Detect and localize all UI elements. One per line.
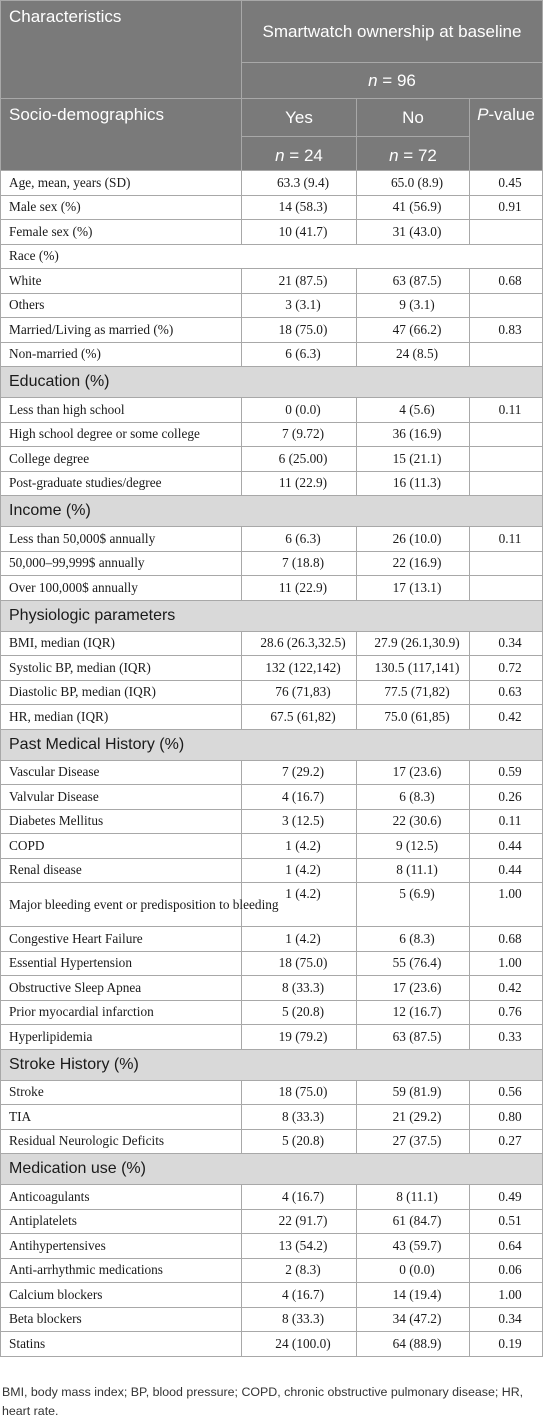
no-value-cell: 26 (10.0) xyxy=(357,527,470,552)
yes-value-cell: 18 (75.0) xyxy=(242,1080,357,1105)
yes-value-cell: 1 (4.2) xyxy=(242,927,357,952)
table-row xyxy=(1,680,543,705)
no-value-cell: 17 (23.6) xyxy=(357,760,470,785)
yes-value-cell: 0 (0.0) xyxy=(242,398,357,423)
yes-value-cell: 6 (6.3) xyxy=(242,342,357,367)
no-value-cell: 64 (88.9) xyxy=(357,1332,470,1357)
row-label: Hyperlipidemia xyxy=(1,1025,242,1050)
row-label: Married/Living as married (%) xyxy=(1,318,242,343)
row-label: Vascular Disease xyxy=(1,760,242,785)
row-label: Congestive Heart Failure xyxy=(1,927,242,952)
no-value-cell: 22 (16.9) xyxy=(357,551,470,576)
table-row xyxy=(1,269,543,294)
section-header-row xyxy=(1,1154,543,1185)
yes-value-cell: 28.6 (26.3,32.5) xyxy=(242,631,357,656)
row-label: Antiplatelets xyxy=(1,1209,242,1234)
no-column-header: No xyxy=(357,99,470,137)
yes-value-cell: 2 (8.3) xyxy=(242,1258,357,1283)
no-value-cell: 9 (3.1) xyxy=(357,293,470,318)
yes-column-header: Yes xyxy=(242,99,357,137)
p-value-cell: 0.51 xyxy=(470,1209,543,1234)
table-row xyxy=(1,1209,543,1234)
table-row xyxy=(1,576,543,601)
row-label: Prior myocardial infarction xyxy=(1,1000,242,1025)
row-label: Anticoagulants xyxy=(1,1185,242,1210)
p-value-cell xyxy=(470,220,543,245)
row-label: HR, median (IQR) xyxy=(1,705,242,730)
p-value-cell xyxy=(470,447,543,472)
no-value-cell: 27.9 (26.1,30.9) xyxy=(357,631,470,656)
no-value-cell: 5 (6.9) xyxy=(357,883,470,927)
row-label: Diastolic BP, median (IQR) xyxy=(1,680,242,705)
p-value-cell: 0.11 xyxy=(470,398,543,423)
row-label: Essential Hypertension xyxy=(1,951,242,976)
yes-value-cell: 14 (58.3) xyxy=(242,195,357,220)
table-row xyxy=(1,342,543,367)
p-value-cell: 0.44 xyxy=(470,834,543,859)
table-row xyxy=(1,293,543,318)
no-n-header: n = 72 xyxy=(357,137,470,171)
row-label: Male sex (%) xyxy=(1,195,242,220)
table-row xyxy=(1,705,543,730)
section-title: Past Medical History (%) xyxy=(1,729,543,760)
yes-value-cell: 5 (20.8) xyxy=(242,1129,357,1154)
table-row xyxy=(1,951,543,976)
no-value-cell: 0 (0.0) xyxy=(357,1258,470,1283)
row-label: Non-married (%) xyxy=(1,342,242,367)
table-row xyxy=(1,447,543,472)
no-value-cell: 36 (16.9) xyxy=(357,422,470,447)
p-value-header: P-value xyxy=(470,99,543,171)
header-row-3 xyxy=(1,99,543,137)
no-value-cell: 55 (76.4) xyxy=(357,951,470,976)
table-row xyxy=(1,631,543,656)
section-title: Education (%) xyxy=(1,367,543,398)
no-value-cell: 12 (16.7) xyxy=(357,1000,470,1025)
p-value-cell: 0.11 xyxy=(470,527,543,552)
table-row xyxy=(1,785,543,810)
row-label: COPD xyxy=(1,834,242,859)
yes-value-cell: 11 (22.9) xyxy=(242,576,357,601)
no-value-cell: 24 (8.5) xyxy=(357,342,470,367)
yes-value-cell: 13 (54.2) xyxy=(242,1234,357,1259)
row-label: Anti-arrhythmic medications xyxy=(1,1258,242,1283)
p-value-cell: 0.34 xyxy=(470,631,543,656)
row-label: Valvular Disease xyxy=(1,785,242,810)
no-value-cell: 47 (66.2) xyxy=(357,318,470,343)
section-title: Income (%) xyxy=(1,496,543,527)
row-label: Renal disease xyxy=(1,858,242,883)
no-value-cell: 31 (43.0) xyxy=(357,220,470,245)
p-value-cell: 0.63 xyxy=(470,680,543,705)
no-value-cell: 77.5 (71,82) xyxy=(357,680,470,705)
row-label: Others xyxy=(1,293,242,318)
no-value-cell: 34 (47.2) xyxy=(357,1307,470,1332)
yes-value-cell: 22 (91.7) xyxy=(242,1209,357,1234)
p-value-cell: 0.80 xyxy=(470,1105,543,1130)
table-row xyxy=(1,883,543,927)
yes-value-cell: 1 (4.2) xyxy=(242,858,357,883)
section-title: Medication use (%) xyxy=(1,1154,543,1185)
table-row xyxy=(1,1332,543,1357)
no-value-cell: 63 (87.5) xyxy=(357,1025,470,1050)
no-value-cell: 9 (12.5) xyxy=(357,834,470,859)
yes-value-cell: 7 (18.8) xyxy=(242,551,357,576)
row-label: Age, mean, years (SD) xyxy=(1,171,242,196)
yes-value-cell: 63.3 (9.4) xyxy=(242,171,357,196)
yes-value-cell: 1 (4.2) xyxy=(242,834,357,859)
p-value-cell: 0.45 xyxy=(470,171,543,196)
yes-value-cell: 3 (12.5) xyxy=(242,809,357,834)
yes-value-cell: 6 (25.00) xyxy=(242,447,357,472)
p-value-cell: 0.91 xyxy=(470,195,543,220)
section-header-row xyxy=(1,1049,543,1080)
table-row xyxy=(1,1283,543,1308)
table-row xyxy=(1,422,543,447)
yes-value-cell: 8 (33.3) xyxy=(242,976,357,1001)
section-title: Stroke History (%) xyxy=(1,1049,543,1080)
yes-value-cell: 132 (122,142) xyxy=(242,656,357,681)
row-label: Beta blockers xyxy=(1,1307,242,1332)
no-value-cell: 8 (11.1) xyxy=(357,1185,470,1210)
no-value-cell: 41 (56.9) xyxy=(357,195,470,220)
yes-value-cell: 1 (4.2) xyxy=(242,883,357,927)
table-row xyxy=(1,398,543,423)
table-row xyxy=(1,1105,543,1130)
no-value-cell: 22 (30.6) xyxy=(357,809,470,834)
yes-value-cell: 21 (87.5) xyxy=(242,269,357,294)
no-value-cell: 75.0 (61,85) xyxy=(357,705,470,730)
no-value-cell: 65.0 (8.9) xyxy=(357,171,470,196)
yes-value-cell: 5 (20.8) xyxy=(242,1000,357,1025)
yes-value-cell: 4 (16.7) xyxy=(242,1283,357,1308)
table-row xyxy=(1,1025,543,1050)
yes-value-cell: 67.5 (61,82) xyxy=(242,705,357,730)
no-value-cell: 8 (11.1) xyxy=(357,858,470,883)
socio-demographics-header: Socio-demographics xyxy=(1,99,242,171)
table-row xyxy=(1,1129,543,1154)
p-value-cell: 0.49 xyxy=(470,1185,543,1210)
no-value-cell: 17 (23.6) xyxy=(357,976,470,1001)
table-row xyxy=(1,195,543,220)
row-label: 50,000–99,999$ annually xyxy=(1,551,242,576)
yes-value-cell: 6 (6.3) xyxy=(242,527,357,552)
p-value-cell: 1.00 xyxy=(470,951,543,976)
no-value-cell: 27 (37.5) xyxy=(357,1129,470,1154)
no-value-cell: 130.5 (117,141) xyxy=(357,656,470,681)
table-row xyxy=(1,809,543,834)
table-row xyxy=(1,1258,543,1283)
row-label: Systolic BP, median (IQR) xyxy=(1,656,242,681)
yes-value-cell: 3 (3.1) xyxy=(242,293,357,318)
p-value-cell xyxy=(470,293,543,318)
row-label: Obstructive Sleep Apnea xyxy=(1,976,242,1001)
row-label: High school degree or some college xyxy=(1,422,242,447)
p-value-cell: 0.27 xyxy=(470,1129,543,1154)
section-header-row xyxy=(1,600,543,631)
row-label: White xyxy=(1,269,242,294)
yes-value-cell: 4 (16.7) xyxy=(242,1185,357,1210)
no-value-cell: 21 (29.2) xyxy=(357,1105,470,1130)
header-row-1 xyxy=(1,1,543,63)
yes-value-cell: 24 (100.0) xyxy=(242,1332,357,1357)
yes-value-cell: 11 (22.9) xyxy=(242,471,357,496)
p-value-cell: 0.06 xyxy=(470,1258,543,1283)
row-label: Diabetes Mellitus xyxy=(1,809,242,834)
section-title: Physiologic parameters xyxy=(1,600,543,631)
p-value-cell: 0.42 xyxy=(470,976,543,1001)
table-row xyxy=(1,1185,543,1210)
total-n-header: n = 96 xyxy=(242,63,543,99)
section-header-row xyxy=(1,729,543,760)
table-row xyxy=(1,1234,543,1259)
table-row xyxy=(1,834,543,859)
table-row xyxy=(1,1080,543,1105)
p-value-cell: 0.59 xyxy=(470,760,543,785)
yes-value-cell: 18 (75.0) xyxy=(242,951,357,976)
yes-value-cell: 7 (29.2) xyxy=(242,760,357,785)
table-row xyxy=(1,318,543,343)
p-value-cell: 0.72 xyxy=(470,656,543,681)
yes-value-cell: 19 (79.2) xyxy=(242,1025,357,1050)
row-label: Antihypertensives xyxy=(1,1234,242,1259)
table-row xyxy=(1,171,543,196)
table-row xyxy=(1,1307,543,1332)
yes-value-cell: 8 (33.3) xyxy=(242,1307,357,1332)
row-label: Race (%) xyxy=(1,244,543,269)
row-label: Major bleeding event or predisposition to bleeding xyxy=(1,883,242,927)
no-value-cell: 63 (87.5) xyxy=(357,269,470,294)
p-value-cell: 0.11 xyxy=(470,809,543,834)
table-row xyxy=(1,656,543,681)
no-value-cell: 61 (84.7) xyxy=(357,1209,470,1234)
row-label: Stroke xyxy=(1,1080,242,1105)
yes-value-cell: 7 (9.72) xyxy=(242,422,357,447)
table-row xyxy=(1,760,543,785)
p-value-cell xyxy=(470,471,543,496)
table-row xyxy=(1,858,543,883)
section-header-row xyxy=(1,367,543,398)
table-row xyxy=(1,527,543,552)
table-row xyxy=(1,1000,543,1025)
table-row xyxy=(1,927,543,952)
characteristics-header: Characteristics xyxy=(1,1,242,99)
yes-value-cell: 18 (75.0) xyxy=(242,318,357,343)
p-value-cell xyxy=(470,576,543,601)
p-value-cell: 0.34 xyxy=(470,1307,543,1332)
row-label: College degree xyxy=(1,447,242,472)
no-value-cell: 15 (21.1) xyxy=(357,447,470,472)
row-label: Post-graduate studies/degree xyxy=(1,471,242,496)
p-value-cell: 0.68 xyxy=(470,269,543,294)
row-label: Less than high school xyxy=(1,398,242,423)
p-value-cell xyxy=(470,551,543,576)
row-label: Statins xyxy=(1,1332,242,1357)
p-value-cell: 0.33 xyxy=(470,1025,543,1050)
no-value-cell: 16 (11.3) xyxy=(357,471,470,496)
row-label: BMI, median (IQR) xyxy=(1,631,242,656)
p-value-cell: 0.76 xyxy=(470,1000,543,1025)
table-footnote: BMI, body mass index; BP, blood pressure; COPD, chronic obstructive pulmonary disease; HR, heart rate. xyxy=(2,1385,524,1418)
p-value-cell: 0.26 xyxy=(470,785,543,810)
table-row xyxy=(1,220,543,245)
section-header-row xyxy=(1,496,543,527)
no-value-cell: 17 (13.1) xyxy=(357,576,470,601)
yes-value-cell: 10 (41.7) xyxy=(242,220,357,245)
p-value-cell: 0.56 xyxy=(470,1080,543,1105)
row-label: Calcium blockers xyxy=(1,1283,242,1308)
row-label: Less than 50,000$ annually xyxy=(1,527,242,552)
p-value-cell xyxy=(470,422,543,447)
p-value-cell xyxy=(470,342,543,367)
yes-value-cell: 4 (16.7) xyxy=(242,785,357,810)
p-value-cell: 0.44 xyxy=(470,858,543,883)
p-value-cell: 0.42 xyxy=(470,705,543,730)
table-row xyxy=(1,244,543,269)
p-value-cell: 1.00 xyxy=(470,883,543,927)
no-value-cell: 43 (59.7) xyxy=(357,1234,470,1259)
group-title-header: Smartwatch ownership at baseline xyxy=(242,1,543,63)
no-value-cell: 6 (8.3) xyxy=(357,785,470,810)
yes-value-cell: 76 (71,83) xyxy=(242,680,357,705)
table-row xyxy=(1,551,543,576)
p-value-cell: 0.19 xyxy=(470,1332,543,1357)
row-label: Residual Neurologic Deficits xyxy=(1,1129,242,1154)
p-value-cell: 0.83 xyxy=(470,318,543,343)
yes-n-header: n = 24 xyxy=(242,137,357,171)
no-value-cell: 4 (5.6) xyxy=(357,398,470,423)
table-row xyxy=(1,471,543,496)
row-label: TIA xyxy=(1,1105,242,1130)
p-value-cell: 0.68 xyxy=(470,927,543,952)
no-value-cell: 59 (81.9) xyxy=(357,1080,470,1105)
p-value-cell: 1.00 xyxy=(470,1283,543,1308)
no-value-cell: 6 (8.3) xyxy=(357,927,470,952)
no-value-cell: 14 (19.4) xyxy=(357,1283,470,1308)
p-value-cell: 0.64 xyxy=(470,1234,543,1259)
table-row xyxy=(1,976,543,1001)
row-label: Female sex (%) xyxy=(1,220,242,245)
row-label: Over 100,000$ annually xyxy=(1,576,242,601)
yes-value-cell: 8 (33.3) xyxy=(242,1105,357,1130)
